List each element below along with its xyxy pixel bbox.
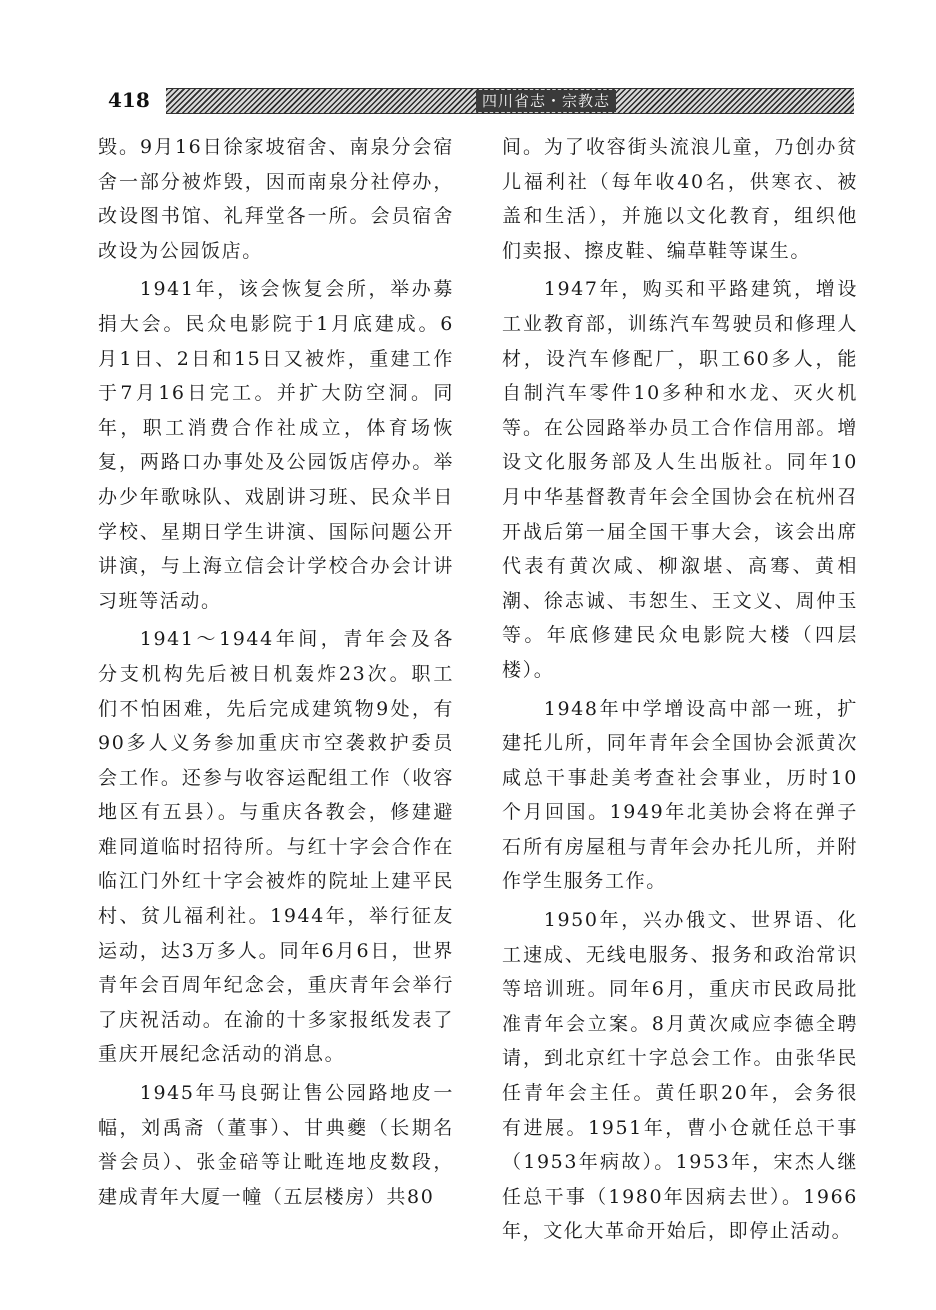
paragraph: 1941年，该会恢复会所，举办募捐大会。民众电影院于1月底建成。6月1日、2日和15日又被炸，重建工作于7月16日完工。并扩大防空洞。同年，职工消费合作社成立，体育场恢复，两路口办事处及公园饭店停办。举办少年歌咏队、戏剧讲习班、民众半日学校、星期日学生讲演、国际问题公开讲演，与上海立信会计学校合办会计讲习班等活动。 bbox=[98, 278, 454, 612]
paragraph: 1948年中学增设高中部一班，扩建托儿所，同年青年会全国协会派黄次咸总干事赴美考查社会事业，历时10个月回国。1949年北美协会将在弹子石所有房屋租与青年会办托儿所，并附作学生服务工作。 bbox=[502, 697, 858, 893]
running-title: 四川省志・宗教志 bbox=[476, 90, 616, 112]
header-band bbox=[166, 88, 854, 114]
page-header bbox=[108, 86, 856, 114]
left-column bbox=[98, 130, 454, 1218]
paragraph: 1941～1944年间，青年会及各分支机构先后被日机轰炸23次。职工们不怕困难，先后完成建筑物9处，有90多人义务参加重庆市空袭救护委员会工作。还参与收容运配组工作（收容地区有五县）。与重庆各教会，修建避难同道临时招待所。与红十字会合作在临江门外红十字会被炸的院址上建平民村、贫儿福利社。1944年，举行征友运动，达3万多人。同年6月6日，世界青年会百周年纪念会，重庆青年会举行了庆祝活动。在渝的十多家报纸发表了重庆开展纪念活动的消息。 bbox=[98, 628, 454, 1066]
paragraph: 毁。9月16日徐家坡宿舍、南泉分会宿舍一部分被炸毁，因而南泉分社停办，改设图书馆、礼拜堂各一所。会员宿舍改设为公园饭店。 bbox=[98, 136, 454, 262]
page-number: 418 bbox=[108, 88, 150, 112]
paragraph: 1947年，购买和平路建筑，增设工业教育部，训练汽车驾驶员和修理人材，设汽车修配厂，职工60多人，能自制汽车零件10多种和水龙、灭火机等。在公园路举办员工合作信用部。增设文化服务部及人生出版社。同年10月中华基督教青年会全国协会在杭州召开战后第一届全国干事大会，该会出席代表有黄次咸、柳溆堪、高骞、黄相潮、徐志诚、韦恕生、王文义、周仲玉等。年底修建民众电影院大楼（四层楼）。 bbox=[502, 278, 858, 681]
paragraph: 1950年，兴办俄文、世界语、化工速成、无线电服务、报务和政治常识等培训班。同年6月，重庆市民政局批准青年会立案。8月黄次咸应李德全聘请，到北京红十字总会工作。由张华民任青年会主任。黄任职20年，会务很有进展。1951年，曹小仓就任总干事（1953年病故）。1953年，宋杰人继任总干事（1980年因病去世）。1966年，文化大革命开始后，即停止活动。 bbox=[502, 909, 858, 1243]
paragraph: 1945年马良弼让售公园路地皮一幅，刘禹斋（董事）、甘典夔（长期名誉会员）、张金碚等让毗连地皮数段，建成青年大厦一幢（五层楼房）共80 bbox=[98, 1082, 454, 1208]
right-column bbox=[502, 130, 858, 1253]
paragraph: 间。为了收容街头流浪儿童，乃创办贫儿福利社（每年收40名，供寒衣、被盖和生活），并施以文化教育，组织他们卖报、擦皮鞋、编草鞋等谋生。 bbox=[502, 136, 858, 262]
